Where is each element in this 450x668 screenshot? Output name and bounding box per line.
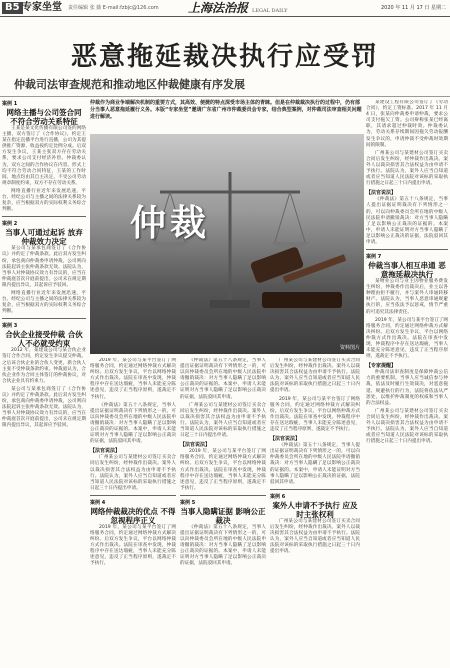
commentary-label: 【法官说法】 — [366, 190, 397, 197]
expert-body: 仲裁司法审查制度是保障仲裁公信力的重要机制。当事人应当诚信参与仲裁，依法及时履行生效裁决，对恶意拖延、规避执行的行为，法院将依法从严惩处，以维护仲裁制度的权威和当事人的合法权益。 — [366, 370, 448, 406]
editor-line: 责任编辑 张 薇 E-mail:fzbjc@126.com — [68, 5, 159, 11]
feature-photo — [90, 134, 364, 354]
masthead — [0, 0, 450, 17]
header-rule — [0, 96, 450, 97]
case-body: 广州某公司与某建材公司签订买卖合同后发生纠纷，经仲裁作出裁决。案外人以裁决损害其合法权益为由申请不予执行。法院认为，案外人应当自知道或者应当知道人民法院对该标的采取执行措施之日起三十日内提出申请。 — [180, 402, 266, 439]
case-label: 案例 3 — [2, 323, 18, 330]
case-body: 王某是某文化传播有限公司签约网络主播，双方签订了《合作协议》，约定王某在指定直播平台进行直播，公司为其提供推广资源，收益按约定比例分成。后双方发生争议，王某主张双方存在劳动关系，要求公司支付经济补偿。仲裁委认为，双方之间的合作协议在内容、形式上均不符合劳动合同特征，王某的工作时间、地点均由其自主决定，不受公司劳动规章制度约束，双方不存在劳动关系。 — [2, 126, 86, 186]
commentary-label: 【法官说法】 — [270, 436, 301, 443]
intro-lead: 仲裁作为商业争端解决机制的重要方式，其高效、便捷的特点深受市场主体的青睐。但是在仲裁裁决执行的过程中，仍有部分当事人恶意拖延履行义务。本版“专家坐堂”邀请广东省广州市仲裁委员会专家，结合典型案例，对仲裁司法审查相关问题进行解读。 — [90, 100, 362, 120]
case-body: 2019 年，某公司与某平台签订了网络服务合同，约定通过网络仲裁方式解决纠纷。后双方发生争议，平台以网络仲裁方式作出裁决。法院在审查中发现，仲裁程序中存在送达瑕疵，当事人未能充分陈述意见，违反了正当程序原则，遂裁定不予执行。 — [366, 317, 448, 360]
case-heading: 网络仲裁裁决的优点 不得忽视程序正义 — [90, 506, 176, 525]
case-body: 广州某公司与某建材公司签订买卖合同后发生纠纷，经仲裁作出裁决。案外人以裁决损害其合法权益为由申请不予执行。法院认为，案外人应当自知道或者应当知道人民法院对该标的采取执行措施之日起三十日内提出申请。 — [366, 408, 448, 445]
right-column — [366, 100, 448, 666]
case-body: 广州某公司与某建材公司签订买卖合同后发生纠纷，经仲裁作出裁决。案外人以裁决损害其合法权益为由申请不予执行。法院认为，案外人应当自知道或者应当知道人民法院对该标的采取执行措施之日起三十日内提出申请。 — [366, 150, 448, 187]
case-heading: 当事人可通过起诉 放弃仲裁效力决定 — [5, 228, 83, 247]
case-body: 2012 年，某建设公司与某合伙企业签订合作合同，约定发生争议提交仲裁。之后该合伙企业的合伙人变更，新合伙人主张不受仲裁条款约束。仲裁庭认为，合伙企业作为合同主体签订的仲裁协议，对合伙企业具有约束力。 — [2, 348, 86, 384]
photo-credit: 资料图片 — [339, 345, 360, 351]
case-label: 案例 2 — [2, 221, 18, 228]
divider — [180, 495, 266, 496]
case-body: 《仲裁法》第五十八条规定，当事人提出证据证明裁决有下列情形之一的，可以向仲裁委员会所在地的中级人民法院申请撤销裁决：对方当事人隐瞒了足以影响公正裁决的证据的。本案中，申请人未能证明对方当事人隐瞒了足以影响公正裁决的证据，法院驳回其申请。 — [90, 402, 176, 445]
left-column — [2, 100, 86, 666]
center-column-1 — [90, 358, 176, 666]
center-column-2 — [180, 358, 266, 666]
case-body: 《仲裁法》第五十八条规定，当事人提出证据证明裁决有下列情形之一的，可以向仲裁委员会所在地的中级人民法院申请撤销裁决：对方当事人隐瞒了足以影响公正裁决的证据的。本案中，申请人未能证明对方当事人隐瞒了足以影响公正裁决的证据，法院驳回其申请。 — [366, 197, 448, 245]
case-body: 2019 年，某公司与某平台签订了网络服务合同，约定通过网络仲裁方式解决纠纷。后双方发生争议，平台以网络仲裁方式作出裁决。法院在审查中发现，仲裁程序中存在送达瑕疵，当事人未能充分陈述意见，违反了正当程序原则，遂裁定不予执行。 — [90, 358, 176, 400]
case-label: 案例 6 — [270, 493, 286, 500]
divider — [2, 318, 86, 319]
case-label: 案例 5 — [180, 499, 196, 506]
case-body: 2019 年，某公司与某平台签订了网络服务合同，约定通过网络仲裁方式解决纠纷。后双方发生争议，平台以网络仲裁方式作出裁决。法院在审查中发现，仲裁程序中存在送达瑕疵，当事人未能充分陈述意见，违反了正当程序原则，遂裁定不予执行。 — [90, 524, 176, 567]
case-body: 某公司与某承包商签订了《合作协议》并约定了仲裁条款。此后双方发生纠纷，承包商向仲裁委申请仲裁，公司则向法院起诉主张仲裁条款无效。法院认为，当事人对仲裁协议效力有异议的，应当在仲裁庭首次开庭前提出，公司未在规定期限内提出异议，其起诉应予驳回。 — [2, 386, 86, 429]
case-label: 案例 1 — [2, 101, 18, 107]
case-heading: 仲裁当事人相互串通 恶意拖延裁决执行 — [368, 261, 446, 280]
case-body: 2019 年，某公司与某平台签订了网络服务合同，约定通过网络仲裁方式解决纠纷。后双方发生争议，平台以网络仲裁方式作出裁决。法院在审查中发现，仲裁程序中存在送达瑕疵，当事人未能充分陈述意见，违反了正当程序原则，遂裁定不予执行。 — [180, 449, 266, 491]
commentary-label: 【法官说法】 — [90, 448, 121, 455]
case-body: 广州某公司与某建材公司签订买卖合同后发生纠纷，经仲裁作出裁决。案外人以裁决损害其合法权益为由申请不予执行。法院认为，案外人应当自知道或者应当知道人民法院对该标的采取执行措施之日起三十日内提出申请。 — [90, 455, 176, 491]
case-body: 《仲裁法》第五十八条规定，当事人提出证据证明裁决有下列情形之一的，可以向仲裁委员会所在地的中级人民法院申请撤销裁决：对方当事人隐瞒了足以影响公正裁决的证据的。本案中，申请人未能证明对方当事人隐瞒了足以影响公正裁决的证据，法院驳回其申请。 — [270, 443, 360, 485]
case-heading: 案外人申请不予执行 应及时主张权利 — [272, 500, 358, 519]
case-heading: 当事人隐瞒证据 影响公正裁决 — [180, 506, 266, 525]
center-column-3 — [270, 358, 360, 666]
case-body: 网络直播行业近年来发展迅速，平台、经纪公司与主播之间的法律关系较为复杂，应当根据双方的实际权利义务综合判断。 — [2, 290, 86, 315]
case-body: 《仲裁法》第五十八条规定，当事人提出证据证明裁决有下列情形之一的，可以向仲裁委员会所在地的中级人民法院申请撤销裁决：对方当事人隐瞒了足以影响公正裁决的证据的。本案中，申请人未能证明对方当事人隐瞒了足以影响公正裁决的证据，法院驳回其申请。 — [180, 524, 266, 567]
paper-subname: LEGAL DAILY — [252, 8, 288, 14]
issue-date: 2020 年 11 月 17 日 星期二 — [381, 5, 446, 11]
case-body: 某公司与某承包商签订了《合作协议》并约定了仲裁条款。此后双方发生纠纷，承包商向仲裁委申请仲裁，公司则向法院起诉主张仲裁条款无效。法院认为，当事人对仲裁协议效力有异议的，应当在仲裁庭首次开庭前提出，公司未在规定期限内提出异议，其起诉应予驳回。 — [2, 246, 86, 288]
headline: 恶意拖延裁决执行应受罚 — [70, 42, 379, 72]
case-body: 某建设工程有限公司签订了《劳动合同》，约定工资标准。2017 年 11 月 4 日，张某向仲裁委申请仲裁，要求公司支付拖欠工资。公司辩称张某已经离职，其请求超过仲裁时效。仲裁委认为，劳动关系存续期间因拖欠劳动报酬发生争议的，申请仲裁不受仲裁时效期间的限制。 — [366, 100, 448, 148]
divider — [2, 216, 86, 217]
section-name: 专家坐堂 — [22, 2, 62, 13]
case-body: 网络直播行业近年来发展迅速，平台、经纪公司与主播之间的法律关系较为复杂，应当根据双方的实际权利义务综合判断。 — [2, 188, 86, 213]
case-heading: 网络主播与公司签合同 不符合劳动关系特征 — [6, 108, 82, 126]
case-label: 案例 4 — [90, 499, 106, 506]
commentary-label: 【法官说法】 — [180, 442, 211, 449]
paper-name: 上海法治报 LEGAL DAILY — [188, 1, 288, 15]
photo-title: 仲裁 — [130, 203, 211, 244]
case-body: 广州某公司与某建材公司签订买卖合同后发生纠纷，经仲裁作出裁决。案外人以裁决损害其合法权益为由申请不予执行。法院认为，案外人应当自知道或者应当知道人民法院对该标的采取执行措施之日起三十日内提出申请。 — [270, 518, 360, 555]
subheadline: 仲裁司法审查规范和推动地区仲裁健康有序发展 — [14, 78, 245, 91]
case-label: 案例 7 — [366, 254, 382, 261]
case-body: 《仲裁法》第五十八条规定，当事人提出证据证明裁决有下列情形之一的，可以向仲裁委员会所在地的中级人民法院申请撤销裁决：对方当事人隐瞒了足以影响公正裁决的证据的。本案中，申请人未能证明对方当事人隐瞒了足以影响公正裁决的证据，法院驳回其申请。 — [180, 358, 266, 400]
divider — [270, 489, 360, 490]
divider — [90, 495, 176, 496]
gavel-icon — [242, 244, 352, 314]
case-heading: 合伙企业接受仲裁 合伙人不必就受约束 — [5, 330, 83, 349]
page-code: B5 — [2, 2, 23, 14]
divider — [366, 249, 448, 250]
expert-label: 【专家提醒】 — [366, 363, 397, 370]
case-body: 某物业公司与业主因物业服务费发生纠纷，仲裁委作出裁决后，业主以各种理由拒不履行，并与案外人串通转移财产。法院认为，当事人恶意串通规避执行的，应当依法予以惩戒，情节严重的可追究其法律责任。 — [366, 279, 448, 315]
case-body: 2019 年，某公司与某平台签订了网络服务合同，约定通过网络仲裁方式解决纠纷。后双方发生争议，平台以网络仲裁方式作出裁决。法院在审查中发现，仲裁程序中存在送达瑕疵，当事人未能充分陈述意见，违反了正当程序原则，遂裁定不予执行。 — [270, 396, 360, 433]
case-body: 广州某公司与某建材公司签订买卖合同后发生纠纷，经仲裁作出裁决。案外人以裁决损害其合法权益为由申请不予执行。法院认为，案外人应当自知道或者应当知道人民法院对该标的采取执行措施之日起三十日内提出申请。 — [270, 358, 360, 394]
